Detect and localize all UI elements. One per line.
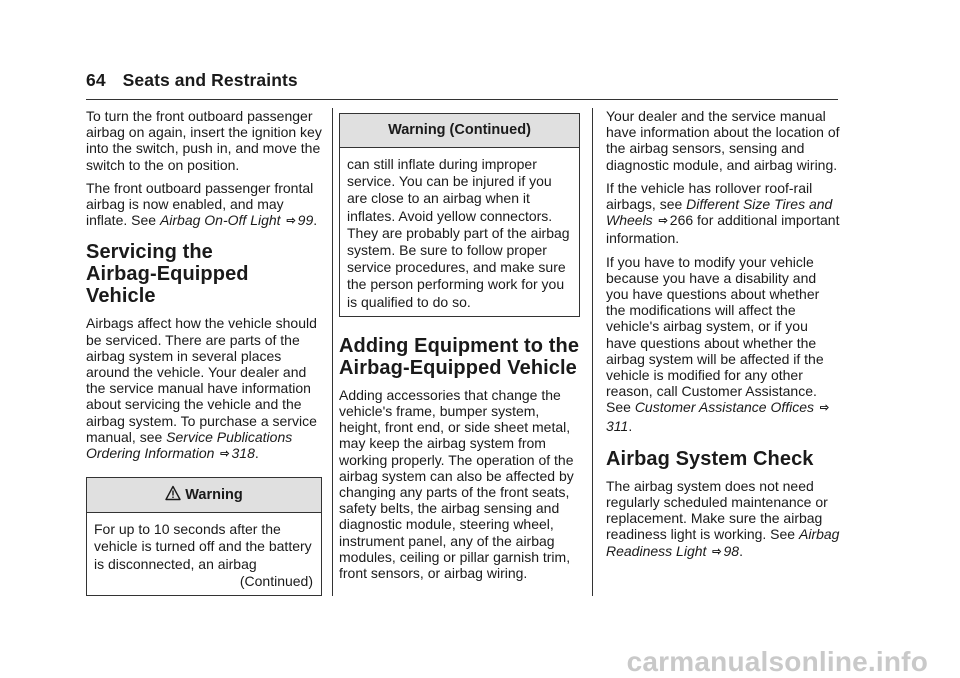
xref-page-number[interactable]: 98: [723, 542, 740, 559]
column-divider: [332, 108, 333, 596]
warning-text: For up to 10 seconds after the vehicle is turned off and the battery is disconnected, an airbag: [94, 521, 312, 572]
xref-arrow-icon: ⇨: [286, 215, 296, 228]
paragraph-text: The airbag system does not need regularly scheduled maintenance or replacement. Make sure the airbag readiness light is working. See: [606, 477, 828, 543]
xref-link[interactable]: Airbag Readiness Light: [606, 526, 840, 559]
xref-link[interactable]: Service Publications Ordering Information: [86, 428, 293, 462]
paragraph-text: .: [739, 542, 743, 559]
heading-line: Airbag-Equipped Vehicle: [339, 356, 577, 379]
xref-arrow-icon: ⇨: [712, 545, 722, 558]
paragraph-text: .: [254, 445, 259, 462]
xref-page-number[interactable]: 99: [297, 212, 314, 229]
warning-title: Warning: [185, 487, 243, 504]
continued-label: (Continued): [239, 572, 313, 589]
section-heading: [86, 241, 322, 307]
paragraph-text: The front outboard passenger frontal airbag is now enabled, and may inflate. See: [86, 179, 314, 229]
xref-arrow-icon: ⇨: [220, 448, 230, 461]
paragraph-text: .: [628, 417, 633, 434]
xref-page-number[interactable]: 311: [606, 417, 629, 434]
warning-triangle-icon: [165, 485, 181, 501]
warning-header: [87, 478, 321, 513]
warning-box-continued: [339, 113, 580, 317]
paragraph-text: If you have to modify your vehicle because you have a disability and you have questions about whether the modifications will affect the vehicle's airbag system, or if you have questions about whether the airbag system will be affected if the vehicle is modified for any other reason, call Customer Assistance. See: [606, 253, 824, 416]
heading-line: Servicing the: [86, 241, 213, 264]
column-1: [86, 108, 322, 604]
paragraph-text: for additional important information.: [606, 212, 840, 247]
heading-line: Adding Equipment to the: [339, 334, 580, 357]
heading-line: Airbag-Equipped Vehicle: [86, 263, 249, 308]
section-heading: Airbag System Check: [606, 447, 814, 470]
paragraph: [606, 180, 842, 247]
page-section-title: Seats and Restraints: [122, 70, 298, 90]
paragraph: Adding accessories that change the vehicle's frame, bumper system, height, front end, or side sheet metal, may keep the airbag system from working properly. The operation of the airbag system can also be affected by changing any parts of the front seats, safety belts, the airbag sensing and diagnostic module, steering wheel, instrument panel, any of the airbag modules, ceiling or pillar garnish trim, front sensors, or airbag wiring.: [339, 386, 574, 582]
xref-arrow-icon: ⇨: [658, 215, 668, 228]
xref-link[interactable]: Customer Assistance Offices: [634, 399, 815, 416]
paragraph: Your dealer and the service manual have information about the location of the airbag sensors, sensing and diagnostic module, and airbag wiring.: [606, 108, 840, 173]
xref-page-number[interactable]: 266: [669, 212, 694, 229]
watermark: carmanualsonline.info: [626, 646, 928, 677]
warning-body: [340, 148, 579, 316]
column-3: [606, 108, 842, 568]
paragraph: [86, 315, 322, 463]
xref-page-number[interactable]: 318: [231, 445, 255, 462]
xref-arrow-icon: ⇨: [819, 402, 830, 415]
page-header: [86, 70, 298, 91]
paragraph: To turn the front outboard passenger airbag on again, insert the ignition key into the switch, push in, and move the switch to the on position.: [86, 108, 322, 173]
paragraph: [606, 254, 842, 434]
xref-link[interactable]: Different Size Tires and Wheels: [606, 196, 833, 229]
page-number: 64: [86, 70, 106, 90]
warning-box: [86, 477, 322, 596]
paragraph-text: .: [313, 212, 318, 229]
warning-body: [87, 513, 321, 595]
warning-text: can still inflate during improper service. You can be injured if you are close to an airbag when it inflates. Avoid yellow connectors. They are probably part of the airbag system. Be sure to follow proper service procedures, and make sure the person performing work for you is qualified to do so.: [347, 156, 570, 310]
header-rule: [86, 99, 838, 100]
xref-link[interactable]: Airbag On-Off Light: [159, 212, 281, 229]
column-divider: [592, 108, 593, 596]
paragraph: [606, 478, 842, 561]
warning-header: Warning (Continued): [340, 114, 579, 148]
paragraph-text: Airbags affect how the vehicle should be serviced. There are parts of the airbag system in several places around the vehicle. Your dealer and the service manual have information about servicing the vehicle and the airbag system. To purchase a service manual, see: [86, 315, 317, 445]
paragraph-text: If the vehicle has rollover roof-rail airbags, see: [606, 179, 813, 213]
column-2: [339, 108, 580, 588]
paragraph: [86, 180, 322, 231]
section-heading: [339, 335, 580, 379]
